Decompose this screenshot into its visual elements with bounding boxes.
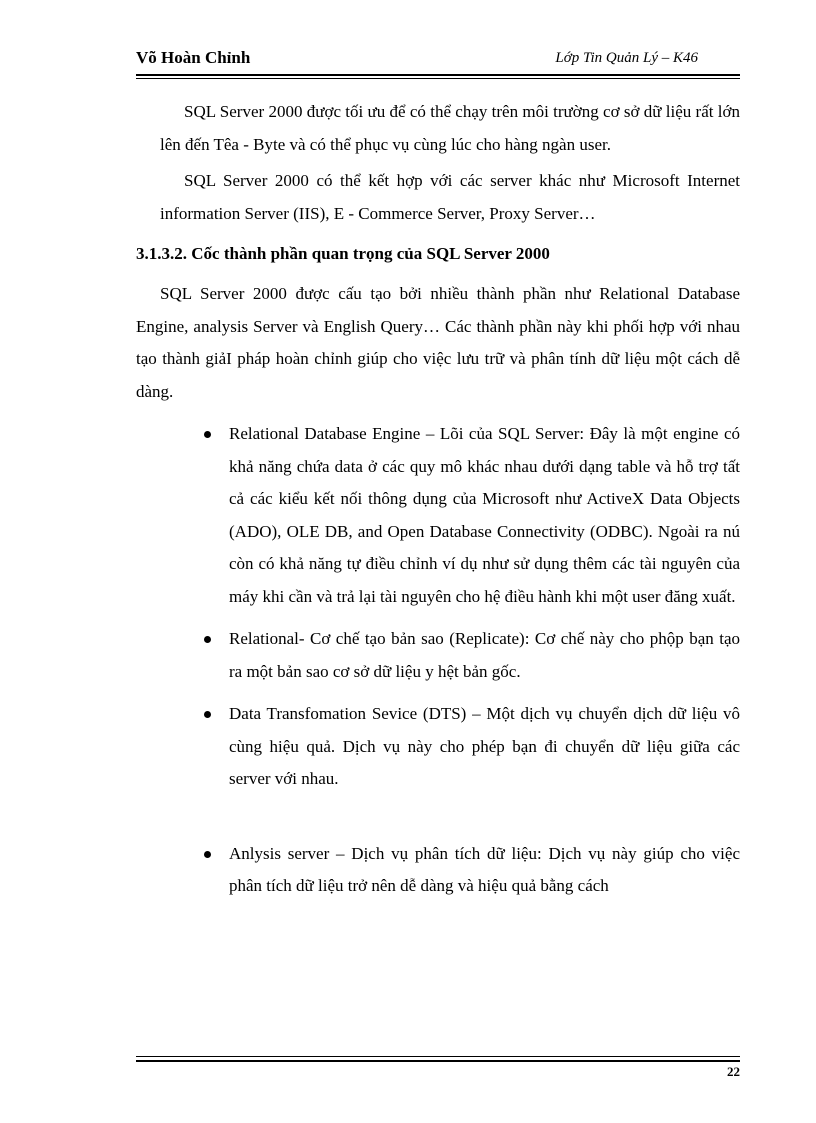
intro-paragraph-1: SQL Server 2000 được tối ưu để có thể chạy trên môi trường cơ sở dữ liệu rất lớn lên đến Têa - Byte và có thể phục vụ cùng lúc cho hàng ngàn user. xyxy=(160,102,740,154)
section-paragraph: SQL Server 2000 được cấu tạo bởi nhiều thành phần như Relational Database Engine, analysis Server và English Query… Các thành phần này khi phối hợp với nhau tạo thành giảI pháp hoàn chỉnh giúp cho việc lưu trữ và phân tính dữ liệu một cách dễ dàng. xyxy=(136,284,740,401)
component-list xyxy=(202,418,740,903)
list-item xyxy=(202,698,740,796)
page-content xyxy=(136,96,740,903)
bullet-icon xyxy=(204,636,211,643)
list-item-text: Relational- Cơ chế tạo bản sao (Replicate): Cơ chế này cho phộp bạn tạo ra một bản sao cơ sở dữ liệu y hệt bản gốc. xyxy=(229,629,740,681)
list-item xyxy=(202,418,740,613)
section-heading: 3.1.3.2. Cốc thành phần quan trọng của SQL Server 2000 xyxy=(136,244,550,263)
page-header xyxy=(136,48,740,72)
list-item-text: Relational Database Engine – Lõi của SQL Server: Đây là một engine có khả năng chứa data ở các quy mô khác nhau dưới dạng table và hỗ trợ tất cả các kiểu kết nối thông dụng của Microsoft như ActiveX Data Objects (ADO), OLE DB, and Open Database Connectivity (ODBC). Ngoài ra nú còn có khả năng tự điều chỉnh ví dụ như sử dụng thêm các tài nguyên của máy khi cần và trả lại tài nguyên cho hệ điều hành khi một user đăng xuất. xyxy=(229,424,740,606)
bullet-icon xyxy=(204,431,211,438)
page-number: 22 xyxy=(727,1064,740,1079)
list-item xyxy=(202,623,740,688)
bullet-icon xyxy=(204,711,211,718)
list-item-text: Anlysis server – Dịch vụ phân tích dữ liệu: Dịch vụ này giúp cho việc phân tích dữ liệu trở nên dễ dàng và hiệu quả bằng cách xyxy=(229,843,740,895)
footer-rule-thin xyxy=(136,1056,740,1057)
footer-rule xyxy=(136,1060,740,1062)
list-item-text: Data Transfomation Sevice (DTS) – Một dịch vụ chuyển dịch dữ liệu vô cùng hiệu quả. Dịch vụ này cho phép bạn đi chuyển dữ liệu giữa các server với nhau. xyxy=(229,704,740,788)
header-rule-thin xyxy=(136,78,740,79)
bullet-icon xyxy=(204,851,211,858)
list-item xyxy=(202,838,740,903)
header-class-name: Lớp Tin Quản Lý – K46 xyxy=(555,50,698,66)
header-author: Võ Hoàn Chỉnh xyxy=(136,48,251,67)
intro-paragraph-2: SQL Server 2000 có thể kết hợp với các server khác như Microsoft Internet information Server (IIS), E - Commerce Server, Proxy Server… xyxy=(160,171,740,223)
header-rule xyxy=(136,74,740,76)
